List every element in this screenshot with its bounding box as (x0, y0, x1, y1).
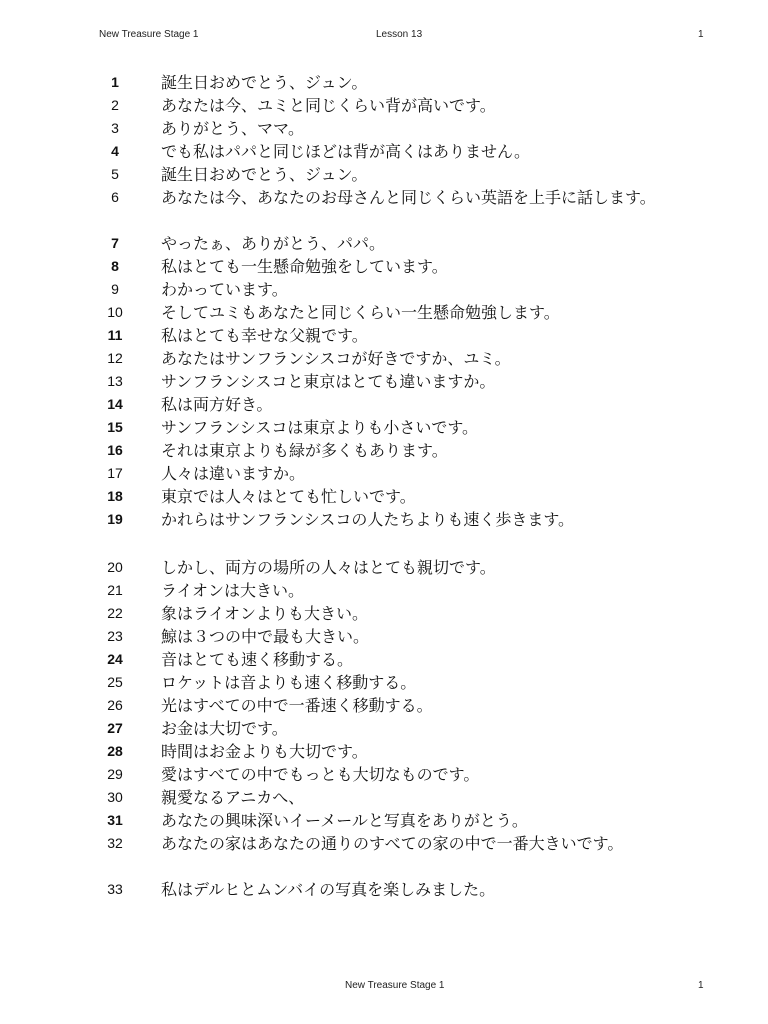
line-number: 23 (107, 628, 123, 644)
sentence-text: わかっています。 (161, 280, 288, 299)
line-number: 18 (107, 488, 123, 504)
line-number: 26 (107, 697, 123, 713)
sentence-line (0, 255, 768, 278)
sentence-line (0, 140, 768, 163)
sentence-text: あなたはサンフランシスコが好きですか、ユミ。 (161, 349, 511, 368)
sentence-line (0, 117, 768, 140)
line-number: 9 (111, 281, 119, 297)
sentence-text: あなたは今、あなたのお母さんと同じくらい英語を上手に話します。 (161, 188, 656, 207)
line-number: 20 (107, 559, 123, 575)
line-number: 14 (107, 396, 123, 412)
sentence-line (0, 301, 768, 324)
line-number: 13 (107, 373, 123, 389)
sentence-text: 音はとても速く移動する。 (161, 650, 354, 669)
line-number: 2 (111, 97, 119, 113)
line-number: 5 (111, 166, 119, 182)
header-title: New Treasure Stage 1 (99, 29, 199, 40)
sentence-text: でも私はパパと同じほどは背が高くはありません。 (161, 142, 530, 161)
sentence-line (0, 579, 768, 602)
line-number: 7 (111, 235, 119, 251)
sentence-text: あなたの家はあなたの通りのすべての家の中で一番大きいです。 (161, 834, 624, 853)
sentence-line (0, 763, 768, 786)
line-number: 15 (107, 419, 123, 435)
sentence-line (0, 462, 768, 485)
sentence-text: 私はデルヒとムンバイの写真を楽しみました。 (161, 880, 496, 899)
sentence-text: しかし、両方の場所の人々はとても親切です。 (161, 558, 496, 577)
sentence-text: 東京では人々はとても忙しいです。 (161, 487, 416, 506)
sentence-text: 時間はお金よりも大切です。 (161, 742, 368, 761)
sentence-text: あなたは今、ユミと同じくらい背が高いです。 (161, 96, 496, 115)
line-number: 31 (107, 812, 123, 828)
sentence-line (0, 878, 768, 901)
header-lesson: Lesson 13 (376, 29, 423, 40)
line-number: 28 (107, 743, 123, 759)
footer-page-number: 1 (698, 980, 704, 991)
sentence-text: 鯨は３つの中で最も大きい。 (161, 627, 370, 646)
line-number: 24 (107, 651, 123, 667)
sentence-line (0, 232, 768, 255)
line-number: 30 (107, 789, 123, 805)
sentence-line (0, 625, 768, 648)
sentence-line (0, 186, 768, 209)
sentence-text: 私はとても幸せな父親です。 (161, 326, 368, 345)
sentence-line (0, 809, 768, 832)
sentence-line (0, 786, 768, 809)
line-number: 19 (107, 511, 123, 527)
line-number: 10 (107, 304, 123, 320)
line-number: 1 (111, 74, 119, 90)
line-number: 21 (107, 582, 123, 598)
sentence-text: そしてユミもあなたと同じくらい一生懸命勉強します。 (161, 303, 560, 322)
footer-title: New Treasure Stage 1 (345, 980, 445, 991)
sentence-text: 象はライオンよりも大きい。 (161, 604, 369, 623)
line-number: 11 (107, 327, 123, 343)
line-number: 29 (107, 766, 123, 782)
line-number: 27 (107, 720, 123, 736)
sentence-line (0, 347, 768, 370)
sentence-text: 親愛なるアニカへ、 (161, 788, 305, 807)
sentence-line (0, 393, 768, 416)
sentence-text: 誕生日おめでとう、ジュン。 (161, 165, 368, 184)
sentence-text: サンフランシスコと東京はとても違いますか。 (161, 372, 496, 391)
sentence-line (0, 163, 768, 186)
sentence-line (0, 602, 768, 625)
sentence-text: お金は大切です。 (161, 719, 288, 738)
sentence-line (0, 832, 768, 855)
sentence-text: かれらはサンフランシスコの人たちよりも速く歩きます。 (161, 510, 575, 529)
sentence-text: 誕生日おめでとう、ジュン。 (161, 73, 368, 92)
sentence-text: ありがとう、ママ。 (161, 119, 305, 138)
line-number: 33 (107, 881, 123, 897)
sentence-line (0, 439, 768, 462)
sentence-line (0, 324, 768, 347)
sentence-line (0, 416, 768, 439)
line-number: 22 (107, 605, 123, 621)
sentence-line (0, 740, 768, 763)
sentence-line (0, 370, 768, 393)
line-number: 16 (107, 442, 123, 458)
sentence-text: 私は両方好き。 (161, 395, 273, 414)
header-page-number: 1 (698, 29, 704, 40)
sentence-text: 私はとても一生懸命勉強をしています。 (161, 257, 448, 276)
line-number: 32 (107, 835, 123, 851)
line-number: 12 (107, 350, 123, 366)
line-number: 6 (111, 189, 119, 205)
sentence-text: あなたの興味深いイーメールと写真をありがとう。 (161, 811, 528, 830)
sentence-line (0, 485, 768, 508)
line-number: 8 (111, 258, 119, 274)
line-number: 4 (111, 143, 119, 159)
sentence-line (0, 671, 768, 694)
sentence-text: 人々は違いますか。 (161, 464, 306, 483)
sentence-line (0, 648, 768, 671)
sentence-text: ライオンは大きい。 (161, 581, 305, 600)
sentence-line (0, 71, 768, 94)
sentence-line (0, 556, 768, 579)
sentence-text: 愛はすべての中でもっとも大切なものです。 (161, 765, 480, 784)
sentence-text: やったぁ、ありがとう、パパ。 (161, 234, 386, 253)
sentence-text: ロケットは音よりも速く移動する。 (161, 673, 417, 692)
sentence-text: サンフランシスコは東京よりも小さいです。 (161, 418, 479, 437)
sentence-line (0, 94, 768, 117)
sentence-text: 光はすべての中で一番速く移動する。 (161, 696, 433, 715)
sentence-line (0, 717, 768, 740)
line-number: 3 (111, 120, 119, 136)
line-number: 25 (107, 674, 123, 690)
sentence-text: それは東京よりも緑が多くもあります。 (161, 441, 448, 460)
sentence-line (0, 278, 768, 301)
sentence-line (0, 508, 768, 531)
sentence-line (0, 694, 768, 717)
line-number: 17 (107, 465, 123, 481)
